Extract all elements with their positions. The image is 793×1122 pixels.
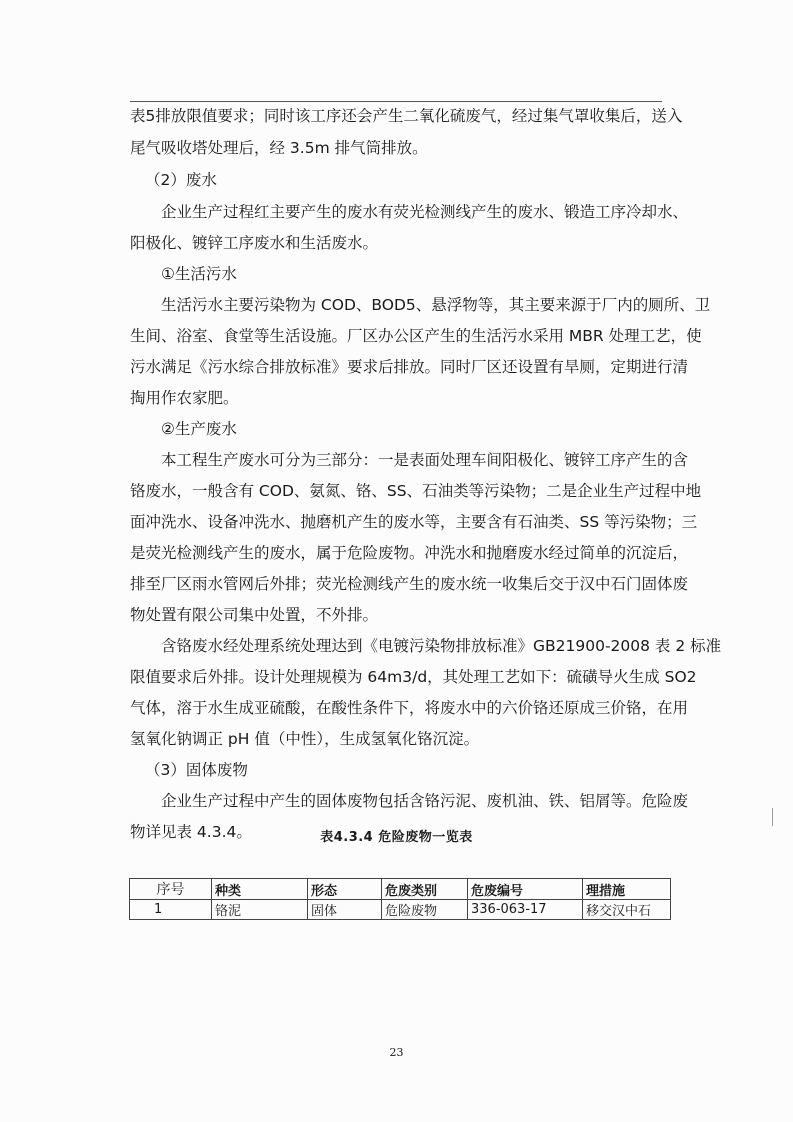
header-cell-type: 种类	[212, 879, 308, 900]
section-heading-wastewater: （2）废水	[145, 171, 217, 189]
paragraph-line: 铬废水，一般含有 COD、氨氮、铬、SS、石油类等污染物；二是企业生产过程中地	[130, 482, 702, 500]
paragraph-line: 面冲洗水、设备冲洗水、抛磨机产生的废水等，主要含有石油类、SS 等污染物；三	[130, 513, 698, 531]
cell-code: 336-063-17	[468, 900, 583, 920]
paragraph-line: 氢氧化钠调正 pH 值（中性），生成氢氧化铬沉淀。	[130, 730, 480, 748]
header-rule	[130, 101, 662, 102]
paragraph-line: 物详见表 4.3.4。	[130, 823, 252, 841]
paragraph-line: 排至厂区雨水管网后外排；荧光检测线产生的废水统一收集后交于汉中石门固体废	[130, 575, 689, 593]
subsection-heading-production: ②生产废水	[161, 420, 237, 438]
paragraph-line: 本工程生产废水可分为三部分：一是表面处理车间阳极化、镀锌工序产生的含	[161, 451, 689, 469]
subsection-heading-domestic: ①生活污水	[161, 265, 237, 283]
paragraph-line: 尾气吸收塔处理后，经 3.5m 排气筒排放。	[130, 139, 428, 157]
header-cell-code: 危废编号	[468, 879, 583, 900]
cell-form: 固体	[308, 900, 382, 920]
table-header-row	[130, 879, 671, 900]
paragraph-line: 生间、浴室、食堂等生活设施。厂区办公区产生的生活污水采用 MBR 处理工艺，使	[130, 327, 702, 345]
paragraph-line: 阳极化、镀锌工序废水和生活废水。	[130, 234, 379, 252]
paragraph-line: 污水满足《污水综合排放标准》要求后排放。同时厂区还设置有旱厕，定期进行清	[130, 358, 689, 376]
header-cell-measure: 理措施	[583, 879, 671, 900]
cell-category: 危险废物	[382, 900, 468, 920]
cell-index: 1	[130, 900, 212, 920]
paragraph-line: 掏用作农家肥。	[130, 389, 239, 407]
paragraph-line: 企业生产过程红主要产生的废水有荧光检测线产生的废水、锻造工序冷却水、	[161, 203, 689, 221]
page-number: 23	[389, 1046, 404, 1059]
cell-type: 铬泥	[212, 900, 308, 920]
header-cell-index: 序号	[130, 879, 212, 900]
header-cell-form: 形态	[308, 879, 382, 900]
paragraph-line: 是荧光检测线产生的废水，属于危险废物。冲洗水和抛磨废水经过简单的沉淀后，	[130, 544, 689, 562]
paragraph-line: 含铬废水经处理系统处理达到《电镀污染物排放标准》GB21900-2008 表 2 标准	[161, 637, 722, 655]
table-caption: 表4.3.4 危险废物一览表	[320, 830, 473, 845]
paragraph-line: 物处置有限公司集中处置，不外排。	[130, 606, 379, 624]
table-row	[130, 900, 671, 920]
section-heading-solid: （3）固体废物	[145, 761, 248, 779]
hazardous-waste-table	[129, 878, 671, 920]
paragraph-line: 限值要求后外排。设计处理规模为 64m3/d，其处理工艺如下：硫磺导火生成 SO2	[130, 668, 697, 686]
paragraph-line: 气体，溶于水生成亚硫酸，在酸性条件下，将废水中的六价铬还原成三价铬，在用	[130, 699, 689, 717]
paragraph-line: 生活污水主要污染物为 COD、BOD5、悬浮物等，其主要来源于厂内的厕所、卫	[161, 296, 711, 314]
paragraph-line: 企业生产过程中产生的固体废物包括含铬污泥、废机油、铁、铝屑等。危险废	[161, 792, 689, 810]
cell-measure: 移交汉中石	[583, 900, 671, 920]
scan-edge-mark	[772, 808, 773, 826]
paragraph-line: 表5排放限值要求；同时该工序还会产生二氧化硫废气，经过集气罩收集后，送入	[130, 107, 683, 125]
header-cell-category: 危废类别	[382, 879, 468, 900]
